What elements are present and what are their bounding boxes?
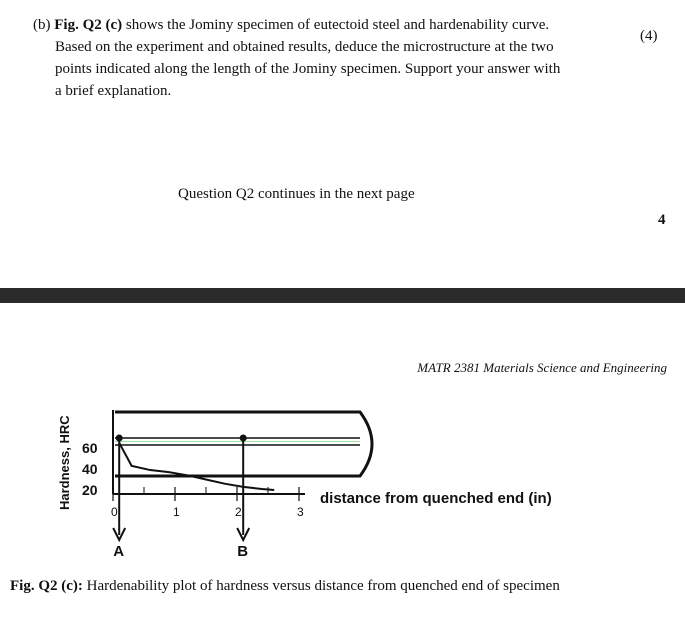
x-tick-label-1: 1 xyxy=(173,505,180,519)
x-tick-label-2: 2 xyxy=(235,505,242,519)
page-number: 4 xyxy=(658,212,666,228)
question-line-3: points indicated along the length of the Jominy specimen. Support your answer with xyxy=(55,61,561,77)
x-axis-label: distance from quenched end (in) xyxy=(320,490,552,507)
point-A-dot xyxy=(116,435,123,442)
y-tick-label-60: 60 xyxy=(82,440,98,456)
page-header: MATR 2381 Materials Science and Engineering xyxy=(417,360,667,375)
point-B-dot xyxy=(240,435,247,442)
y-tick-label-20: 20 xyxy=(82,482,98,498)
question-line-1 xyxy=(33,14,613,36)
x-tick-label-3: 3 xyxy=(297,505,304,519)
y-tick-labels xyxy=(82,440,98,498)
question-marks: (4) xyxy=(640,28,658,44)
continue-note: Question Q2 continues in the next page xyxy=(178,186,415,202)
question-text-1: shows the Jominy specimen of eutectoid steel and hardenability curve. xyxy=(122,17,550,33)
question-line-2: Based on the experiment and obtained results, deduce the microstructure at the two xyxy=(55,39,554,55)
point-A-label: A xyxy=(113,543,125,560)
caption-text: Hardenability plot of hardness versus distance from quenched end of specimen xyxy=(82,578,560,594)
jominy-figure xyxy=(0,390,685,570)
caption-label: Fig. Q2 (c): xyxy=(10,578,83,594)
figure-reference: Fig. Q2 (c) xyxy=(54,17,123,33)
figure-caption xyxy=(10,578,560,595)
question-label: (b) xyxy=(33,17,51,33)
question-text xyxy=(33,14,613,102)
hardenability-curve xyxy=(119,443,274,490)
page-divider xyxy=(0,288,685,303)
x-tick-marks xyxy=(111,487,304,519)
x-tick-label-0: 0 xyxy=(111,505,118,519)
y-axis-label: Hardness, HRC xyxy=(57,415,72,510)
point-B-label: B xyxy=(237,543,249,560)
y-tick-label-40: 40 xyxy=(82,461,98,477)
question-line-4: a brief explanation. xyxy=(55,83,172,99)
point-markers xyxy=(113,435,249,561)
